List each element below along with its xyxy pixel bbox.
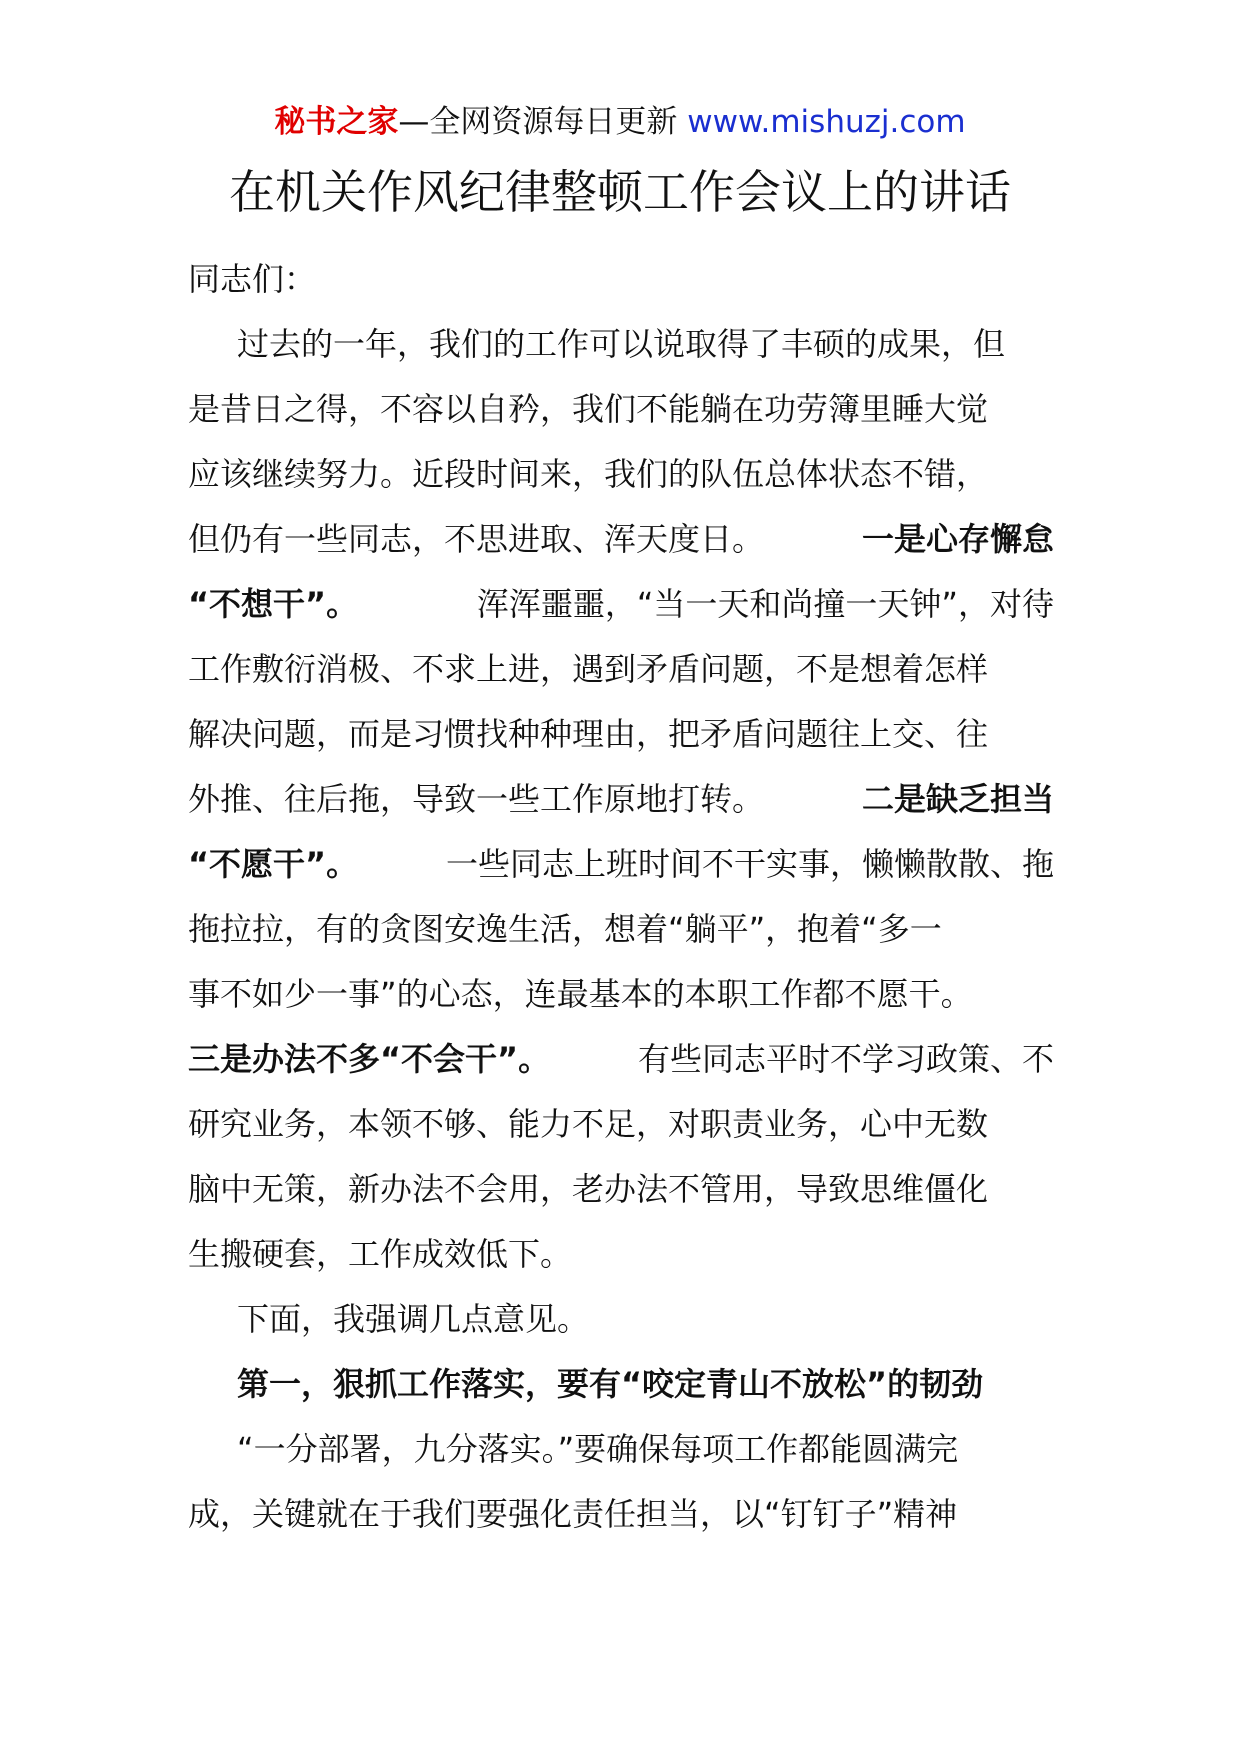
body-line [188, 969, 1054, 1034]
line-text: 外推、往后拖，导致一些工作原地打转。 [188, 780, 765, 818]
site-banner [0, 100, 1240, 144]
brand-name: 秘书之家 [274, 104, 399, 140]
line-text: 研究业务，本领不够、能力不足，对职责业务，心中无数 [188, 1105, 989, 1143]
body-line [188, 319, 1054, 384]
body-line [188, 644, 1054, 709]
line-text: 应该继续努力。近段时间来，我们的队伍总体状态不错， [188, 455, 989, 493]
banner-slogan: —全网资源每日更新 [398, 104, 678, 140]
body-line [188, 1294, 1054, 1359]
line-text: 有些同志平时不学习政策、不 [637, 1040, 1054, 1078]
line-text: 下面，我强调几点意见。 [237, 1300, 590, 1338]
salutation-line [188, 254, 1054, 319]
body-line [188, 1099, 1054, 1164]
body-line [188, 709, 1054, 774]
line-text: 但仍有一些同志，不思进取、浑天度日。 [188, 520, 765, 558]
line-text: “一分部署，九分落实。”要确保每项工作都能圆满完 [237, 1430, 959, 1468]
emphasis-point-two-tail: “不愿干”。 [188, 845, 359, 883]
site-url[interactable]: www.mishuzj.com [687, 104, 966, 140]
body-line [188, 1034, 1054, 1099]
line-text: 生搬硬套，工作成效低下。 [188, 1235, 573, 1273]
line-text: 拖拉拉，有的贪图安逸生活，想着“躺平”，抱着“多一 [188, 910, 942, 948]
body-line [188, 384, 1054, 449]
line-text: 脑中无策，新办法不会用，老办法不管用，导致思维僵化 [188, 1170, 989, 1208]
section-heading-first: 第一，狠抓工作落实，要有“咬定青山不放松”的韧劲 [237, 1365, 984, 1403]
body-line [188, 839, 1054, 904]
emphasis-point-three: 三是办法不多“不会干”。 [188, 1040, 551, 1078]
emphasis-point-two: 二是缺乏担当 [861, 780, 1054, 818]
line-text: 浑浑噩噩，“当一天和尚撞一天钟”，对待 [476, 585, 1054, 623]
body-line [188, 1424, 1054, 1489]
emphasis-point-one: 一是心存懈怠 [861, 520, 1054, 558]
line-text: 一些同志上班时间不干实事，懒懒散散、拖 [445, 845, 1054, 883]
section-heading-line [188, 1359, 1054, 1424]
body-line [188, 514, 1054, 579]
salutation: 同志们： [188, 260, 317, 298]
document-title: 在机关作风纪律整顿工作会议上的讲话 [229, 165, 1011, 219]
body-line [188, 449, 1054, 514]
line-text: 解决问题，而是习惯找种种理由，把矛盾问题往上交、往 [188, 715, 989, 753]
line-text: 过去的一年，我们的工作可以说取得了丰硕的成果，但 [237, 325, 1006, 363]
document-body [188, 254, 1054, 1554]
body-line [188, 904, 1054, 969]
line-text: 工作敷衍消极、不求上进，遇到矛盾问题，不是想着怎样 [188, 650, 989, 688]
body-line [188, 579, 1054, 644]
body-line [188, 774, 1054, 839]
emphasis-point-one-tail: “不想干”。 [188, 585, 359, 623]
line-text: 成，关键就在于我们要强化责任担当，以“钉钉子”精神 [188, 1495, 958, 1533]
line-text: 事不如少一事”的心态，连最基本的本职工作都不愿干。 [188, 975, 973, 1013]
body-line [188, 1164, 1054, 1229]
body-line [188, 1229, 1054, 1294]
body-line [188, 1489, 1054, 1554]
line-text: 是昔日之得，不容以自矜，我们不能躺在功劳簿里睡大觉 [188, 390, 989, 428]
